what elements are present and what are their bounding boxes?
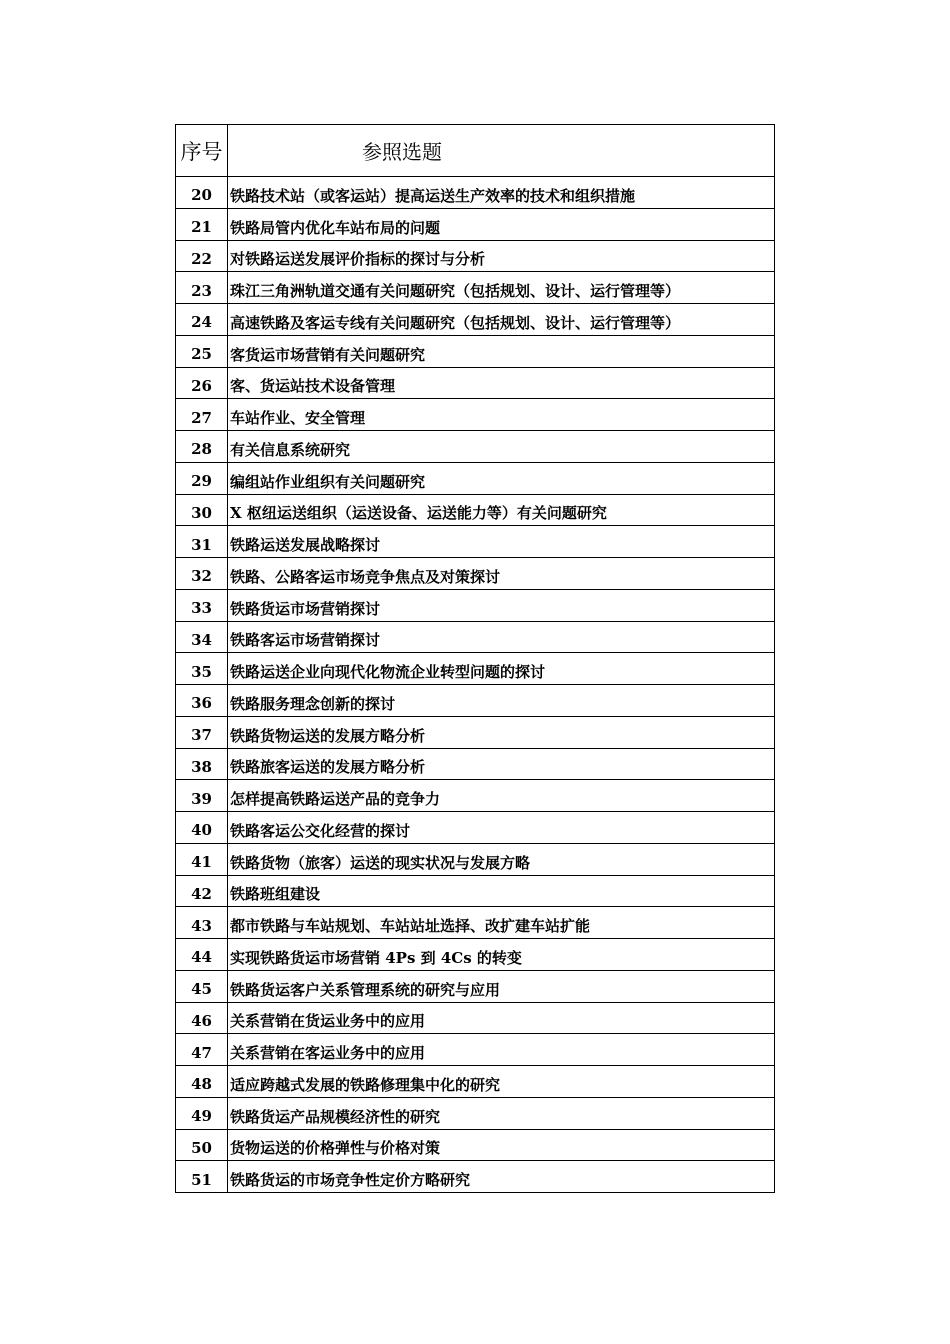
table-row: [176, 843, 775, 875]
table-row: [176, 589, 775, 621]
table-row: [176, 335, 775, 367]
row-topic: 对铁路运送发展评价指标的探讨与分析: [228, 240, 775, 272]
row-topic: 客货运市场营销有关问题研究: [228, 335, 775, 367]
row-number: 48: [176, 1066, 228, 1098]
row-topic: 铁路旅客运送的发展方略分析: [228, 748, 775, 780]
table-row: [176, 1097, 775, 1129]
table-row: [176, 653, 775, 685]
row-number: 30: [176, 494, 228, 526]
row-topic: 铁路货运客户关系管理系统的研究与应用: [228, 970, 775, 1002]
table-row: [176, 1034, 775, 1066]
table-row: [176, 1066, 775, 1098]
row-number: 40: [176, 812, 228, 844]
table-row: [176, 240, 775, 272]
table-row: [176, 875, 775, 907]
row-number: 27: [176, 399, 228, 431]
row-number: 47: [176, 1034, 228, 1066]
table-row: [176, 780, 775, 812]
header-number: 序号: [176, 125, 228, 177]
row-number: 23: [176, 272, 228, 304]
row-topic: 铁路班组建设: [228, 875, 775, 907]
row-number: 43: [176, 907, 228, 939]
row-topic: 编组站作业组织有关问题研究: [228, 462, 775, 494]
row-number: 26: [176, 367, 228, 399]
row-topic: 铁路货物（旅客）运送的现实状况与发展方略: [228, 843, 775, 875]
row-topic: 高速铁路及客运专线有关问题研究（包括规划、设计、运行管理等）: [228, 304, 775, 336]
table-row: [176, 685, 775, 717]
row-number: 44: [176, 939, 228, 971]
table-row: [176, 494, 775, 526]
table-row: [176, 558, 775, 590]
row-number: 20: [176, 177, 228, 209]
table-row: [176, 716, 775, 748]
row-topic: 铁路货运市场营销探讨: [228, 589, 775, 621]
row-number: 51: [176, 1161, 228, 1193]
row-topic: 铁路运送发展战略探讨: [228, 526, 775, 558]
row-topic: 有关信息系统研究: [228, 431, 775, 463]
row-topic: 铁路、公路客运市场竞争焦点及对策探讨: [228, 558, 775, 590]
table-row: [176, 304, 775, 336]
row-topic: 适应跨越式发展的铁路修理集中化的研究: [228, 1066, 775, 1098]
table-row: [176, 812, 775, 844]
row-number: 28: [176, 431, 228, 463]
row-number: 42: [176, 875, 228, 907]
row-topic: 客、货运站技术设备管理: [228, 367, 775, 399]
table-row: [176, 177, 775, 209]
row-number: 39: [176, 780, 228, 812]
row-number: 33: [176, 589, 228, 621]
row-number: 46: [176, 1002, 228, 1034]
row-number: 45: [176, 970, 228, 1002]
table-row: [176, 1129, 775, 1161]
row-topic: 铁路货运的市场竞争性定价方略研究: [228, 1161, 775, 1193]
row-number: 49: [176, 1097, 228, 1129]
table-row: [176, 748, 775, 780]
row-topic: 铁路技术站（或客运站）提高运送生产效率的技术和组织措施: [228, 177, 775, 209]
row-topic: 珠江三角洲轨道交通有关问题研究（包括规划、设计、运行管理等）: [228, 272, 775, 304]
row-topic: 货物运送的价格弹性与价格对策: [228, 1129, 775, 1161]
row-topic: 铁路客运市场营销探讨: [228, 621, 775, 653]
topic-table: [175, 124, 775, 1193]
row-number: 37: [176, 716, 228, 748]
row-topic: 都市铁路与车站规划、车站站址选择、改扩建车站扩能: [228, 907, 775, 939]
table-row: [176, 367, 775, 399]
row-topic: 关系营销在货运业务中的应用: [228, 1002, 775, 1034]
header-topic: 参照选题: [228, 125, 775, 177]
table-row: [176, 939, 775, 971]
table-body: [176, 177, 775, 1193]
table-row: [176, 431, 775, 463]
row-number: 29: [176, 462, 228, 494]
row-number: 25: [176, 335, 228, 367]
row-number: 34: [176, 621, 228, 653]
row-topic: X 枢纽运送组织（运送设备、运送能力等）有关问题研究: [228, 494, 775, 526]
row-topic: 关系营销在客运业务中的应用: [228, 1034, 775, 1066]
row-topic: 车站作业、安全管理: [228, 399, 775, 431]
table-row: [176, 462, 775, 494]
row-topic: 铁路服务理念创新的探讨: [228, 685, 775, 717]
row-topic: 铁路运送企业向现代化物流企业转型问题的探讨: [228, 653, 775, 685]
row-topic: 铁路货运产品规模经济性的研究: [228, 1097, 775, 1129]
table-row: [176, 526, 775, 558]
row-number: 35: [176, 653, 228, 685]
table-row: [176, 1002, 775, 1034]
table-row: [176, 970, 775, 1002]
row-topic: 实现铁路货运市场营销 4Ps 到 4Cs 的转变: [228, 939, 775, 971]
row-number: 24: [176, 304, 228, 336]
row-topic: 铁路货物运送的发展方略分析: [228, 716, 775, 748]
row-number: 41: [176, 843, 228, 875]
table-row: [176, 1161, 775, 1193]
table-row: [176, 621, 775, 653]
row-topic: 铁路局管内优化车站布局的问题: [228, 208, 775, 240]
table-row: [176, 399, 775, 431]
row-number: 50: [176, 1129, 228, 1161]
row-topic: 铁路客运公交化经营的探讨: [228, 812, 775, 844]
row-number: 22: [176, 240, 228, 272]
table-row: [176, 208, 775, 240]
table-row: [176, 907, 775, 939]
table-header-row: [176, 125, 775, 177]
row-topic: 怎样提高铁路运送产品的竞争力: [228, 780, 775, 812]
row-number: 36: [176, 685, 228, 717]
row-number: 38: [176, 748, 228, 780]
row-number: 32: [176, 558, 228, 590]
row-number: 21: [176, 208, 228, 240]
table-row: [176, 272, 775, 304]
row-number: 31: [176, 526, 228, 558]
